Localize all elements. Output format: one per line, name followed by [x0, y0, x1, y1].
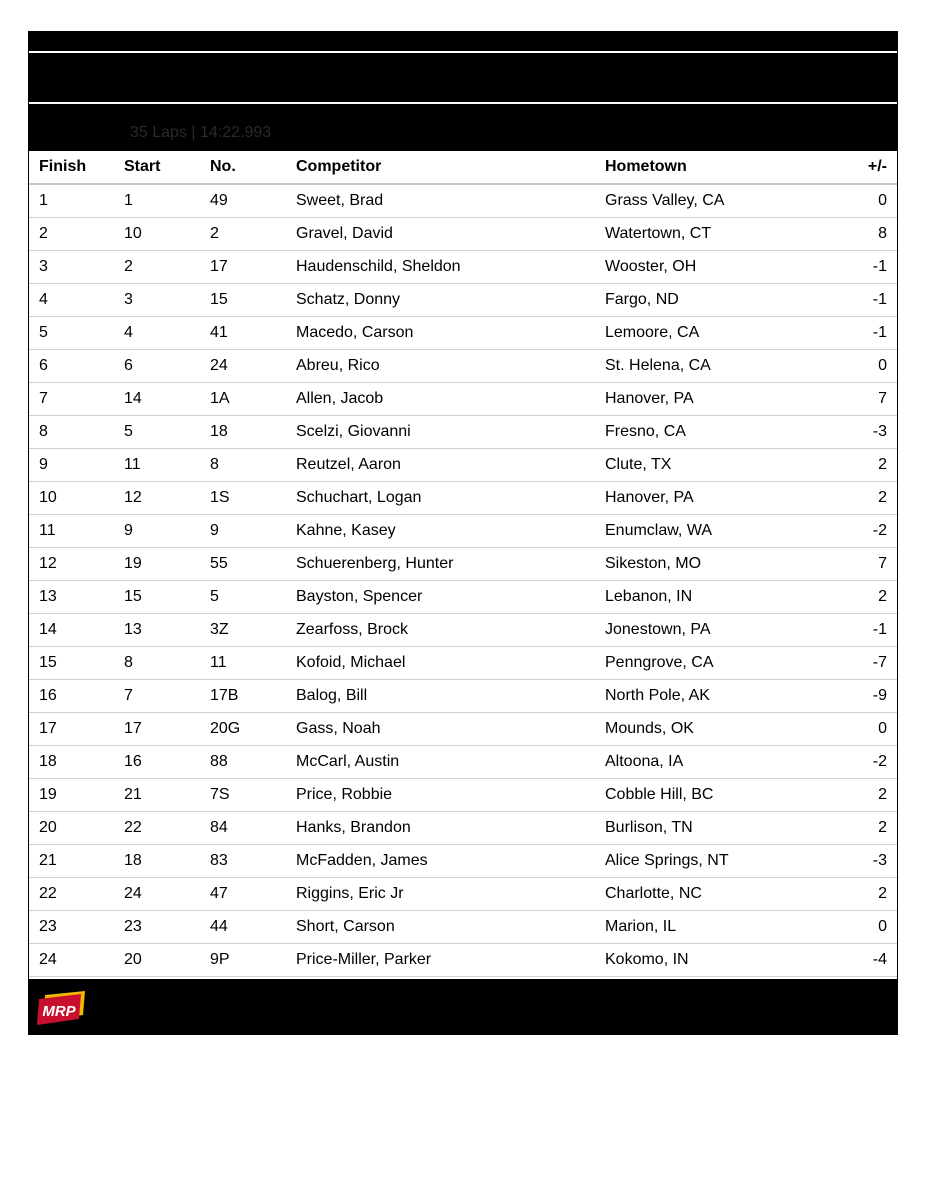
cell-start: 15 [114, 581, 200, 614]
cell-start: 8 [114, 647, 200, 680]
cell-hometown: Penngrove, CA [595, 647, 795, 680]
cell-finish: 7 [29, 383, 114, 416]
cell-hometown: Cobble Hill, BC [595, 779, 795, 812]
column-header-competitor: Competitor [286, 151, 595, 184]
table-row [29, 350, 897, 383]
table-row [29, 416, 897, 449]
cell-plus-minus: 2 [795, 878, 897, 911]
cell-competitor: Price-Miller, Parker [286, 944, 595, 977]
cell-plus-minus: 2 [795, 812, 897, 845]
table-row [29, 944, 897, 977]
column-header-finish: Finish [29, 151, 114, 184]
cell-finish: 21 [29, 845, 114, 878]
cell-start: 3 [114, 284, 200, 317]
table-row [29, 878, 897, 911]
cell-number: 24 [200, 350, 286, 383]
cell-number: 9P [200, 944, 286, 977]
cell-start: 2 [114, 251, 200, 284]
cell-hometown: Marion, IL [595, 911, 795, 944]
cell-competitor: McCarl, Austin [286, 746, 595, 779]
cell-hometown: Clute, TX [595, 449, 795, 482]
cell-hometown: Altoona, IA [595, 746, 795, 779]
cell-number: 15 [200, 284, 286, 317]
cell-number: 88 [200, 746, 286, 779]
cell-number: 17B [200, 680, 286, 713]
cell-start: 14 [114, 383, 200, 416]
table-row [29, 746, 897, 779]
table-row [29, 911, 897, 944]
column-header-plus-minus: +/- [795, 151, 897, 184]
cell-competitor: Schuerenberg, Hunter [286, 548, 595, 581]
header-bar-top [29, 32, 897, 51]
cell-competitor: Abreu, Rico [286, 350, 595, 383]
cell-start: 10 [114, 218, 200, 251]
logo-text: MRP [42, 1003, 76, 1020]
cell-competitor: Zearfoss, Brock [286, 614, 595, 647]
cell-finish: 18 [29, 746, 114, 779]
cell-finish: 10 [29, 482, 114, 515]
cell-finish: 17 [29, 713, 114, 746]
cell-start: 9 [114, 515, 200, 548]
cell-finish: 19 [29, 779, 114, 812]
cell-hometown: Hanover, PA [595, 482, 795, 515]
cell-competitor: Sweet, Brad [286, 184, 595, 218]
table-row [29, 614, 897, 647]
cell-plus-minus: 2 [795, 779, 897, 812]
results-body [29, 184, 897, 977]
cell-start: 22 [114, 812, 200, 845]
cell-finish: 4 [29, 284, 114, 317]
cell-finish: 22 [29, 878, 114, 911]
cell-finish: 20 [29, 812, 114, 845]
table-row [29, 812, 897, 845]
cell-number: 8 [200, 449, 286, 482]
cell-plus-minus: -1 [795, 284, 897, 317]
cell-number: 84 [200, 812, 286, 845]
cell-finish: 24 [29, 944, 114, 977]
cell-hometown: Sikeston, MO [595, 548, 795, 581]
cell-hometown: North Pole, AK [595, 680, 795, 713]
cell-number: 18 [200, 416, 286, 449]
cell-hometown: Watertown, CT [595, 218, 795, 251]
mrp-logo [35, 991, 89, 1027]
cell-number: 3Z [200, 614, 286, 647]
column-header-start: Start [114, 151, 200, 184]
cell-start: 6 [114, 350, 200, 383]
cell-hometown: Mounds, OK [595, 713, 795, 746]
cell-hometown: Wooster, OH [595, 251, 795, 284]
cell-start: 24 [114, 878, 200, 911]
cell-start: 12 [114, 482, 200, 515]
cell-finish: 3 [29, 251, 114, 284]
footer-bar [29, 979, 897, 1034]
cell-start: 11 [114, 449, 200, 482]
cell-plus-minus: 2 [795, 482, 897, 515]
cell-competitor: Riggins, Eric Jr [286, 878, 595, 911]
cell-hometown: Kokomo, IN [595, 944, 795, 977]
column-header-number: No. [200, 151, 286, 184]
cell-competitor: Scelzi, Giovanni [286, 416, 595, 449]
cell-plus-minus: -1 [795, 251, 897, 284]
cell-plus-minus: -7 [795, 647, 897, 680]
cell-plus-minus: -1 [795, 614, 897, 647]
cell-competitor: Allen, Jacob [286, 383, 595, 416]
cell-finish: 11 [29, 515, 114, 548]
cell-number: 2 [200, 218, 286, 251]
cell-plus-minus: 7 [795, 383, 897, 416]
cell-competitor: Kofoid, Michael [286, 647, 595, 680]
cell-plus-minus: -9 [795, 680, 897, 713]
cell-hometown: Enumclaw, WA [595, 515, 795, 548]
cell-plus-minus: -2 [795, 515, 897, 548]
cell-number: 55 [200, 548, 286, 581]
table-header-row [29, 151, 897, 184]
table-row [29, 548, 897, 581]
results-table [29, 151, 897, 977]
laps-info: 35 Laps | 14:22.993 [130, 124, 272, 141]
cell-plus-minus: 0 [795, 350, 897, 383]
cell-hometown: Lemoore, CA [595, 317, 795, 350]
table-row [29, 581, 897, 614]
cell-finish: 5 [29, 317, 114, 350]
cell-hometown: Lebanon, IN [595, 581, 795, 614]
cell-number: 9 [200, 515, 286, 548]
cell-number: 11 [200, 647, 286, 680]
cell-number: 1S [200, 482, 286, 515]
cell-hometown: Hanover, PA [595, 383, 795, 416]
cell-number: 49 [200, 184, 286, 218]
cell-plus-minus: 7 [795, 548, 897, 581]
cell-start: 19 [114, 548, 200, 581]
cell-number: 1A [200, 383, 286, 416]
cell-start: 21 [114, 779, 200, 812]
cell-number: 17 [200, 251, 286, 284]
cell-hometown: Fargo, ND [595, 284, 795, 317]
table-row [29, 449, 897, 482]
cell-plus-minus: 8 [795, 218, 897, 251]
cell-competitor: Gravel, David [286, 218, 595, 251]
cell-hometown: Grass Valley, CA [595, 184, 795, 218]
cell-finish: 12 [29, 548, 114, 581]
table-row [29, 284, 897, 317]
cell-hometown: Jonestown, PA [595, 614, 795, 647]
table-row [29, 317, 897, 350]
cell-plus-minus: -1 [795, 317, 897, 350]
cell-start: 5 [114, 416, 200, 449]
cell-plus-minus: 2 [795, 449, 897, 482]
cell-finish: 2 [29, 218, 114, 251]
cell-competitor: Schuchart, Logan [286, 482, 595, 515]
table-row [29, 515, 897, 548]
cell-hometown: St. Helena, CA [595, 350, 795, 383]
cell-start: 17 [114, 713, 200, 746]
table-row [29, 845, 897, 878]
cell-plus-minus: 0 [795, 184, 897, 218]
cell-competitor: Price, Robbie [286, 779, 595, 812]
cell-competitor: Kahne, Kasey [286, 515, 595, 548]
table-row [29, 383, 897, 416]
cell-start: 1 [114, 184, 200, 218]
cell-number: 7S [200, 779, 286, 812]
cell-finish: 8 [29, 416, 114, 449]
cell-competitor: Balog, Bill [286, 680, 595, 713]
table-row [29, 713, 897, 746]
table-row [29, 251, 897, 284]
cell-plus-minus: -3 [795, 845, 897, 878]
cell-plus-minus: 0 [795, 713, 897, 746]
cell-number: 83 [200, 845, 286, 878]
cell-start: 4 [114, 317, 200, 350]
cell-number: 5 [200, 581, 286, 614]
cell-start: 23 [114, 911, 200, 944]
cell-competitor: Bayston, Spencer [286, 581, 595, 614]
cell-competitor: Haudenschild, Sheldon [286, 251, 595, 284]
cell-plus-minus: 2 [795, 581, 897, 614]
cell-start: 20 [114, 944, 200, 977]
cell-competitor: Schatz, Donny [286, 284, 595, 317]
cell-plus-minus: 0 [795, 911, 897, 944]
table-row [29, 218, 897, 251]
table-row [29, 647, 897, 680]
cell-start: 18 [114, 845, 200, 878]
cell-plus-minus: -2 [795, 746, 897, 779]
cell-hometown: Alice Springs, NT [595, 845, 795, 878]
results-sheet [28, 31, 898, 1035]
cell-finish: 6 [29, 350, 114, 383]
cell-competitor: McFadden, James [286, 845, 595, 878]
cell-competitor: Hanks, Brandon [286, 812, 595, 845]
cell-start: 16 [114, 746, 200, 779]
cell-hometown: Fresno, CA [595, 416, 795, 449]
table-row [29, 779, 897, 812]
cell-finish: 13 [29, 581, 114, 614]
cell-competitor: Reutzel, Aaron [286, 449, 595, 482]
cell-start: 7 [114, 680, 200, 713]
cell-plus-minus: -4 [795, 944, 897, 977]
cell-start: 13 [114, 614, 200, 647]
cell-number: 41 [200, 317, 286, 350]
cell-finish: 16 [29, 680, 114, 713]
cell-finish: 9 [29, 449, 114, 482]
column-header-hometown: Hometown [595, 151, 795, 184]
cell-competitor: Gass, Noah [286, 713, 595, 746]
header-bar-title [29, 53, 897, 102]
cell-plus-minus: -3 [795, 416, 897, 449]
cell-finish: 14 [29, 614, 114, 647]
cell-finish: 1 [29, 184, 114, 218]
cell-number: 20G [200, 713, 286, 746]
table-row [29, 680, 897, 713]
cell-finish: 15 [29, 647, 114, 680]
cell-hometown: Charlotte, NC [595, 878, 795, 911]
table-row [29, 184, 897, 218]
cell-finish: 23 [29, 911, 114, 944]
cell-number: 44 [200, 911, 286, 944]
cell-number: 47 [200, 878, 286, 911]
cell-competitor: Short, Carson [286, 911, 595, 944]
table-row [29, 482, 897, 515]
cell-hometown: Burlison, TN [595, 812, 795, 845]
cell-competitor: Macedo, Carson [286, 317, 595, 350]
